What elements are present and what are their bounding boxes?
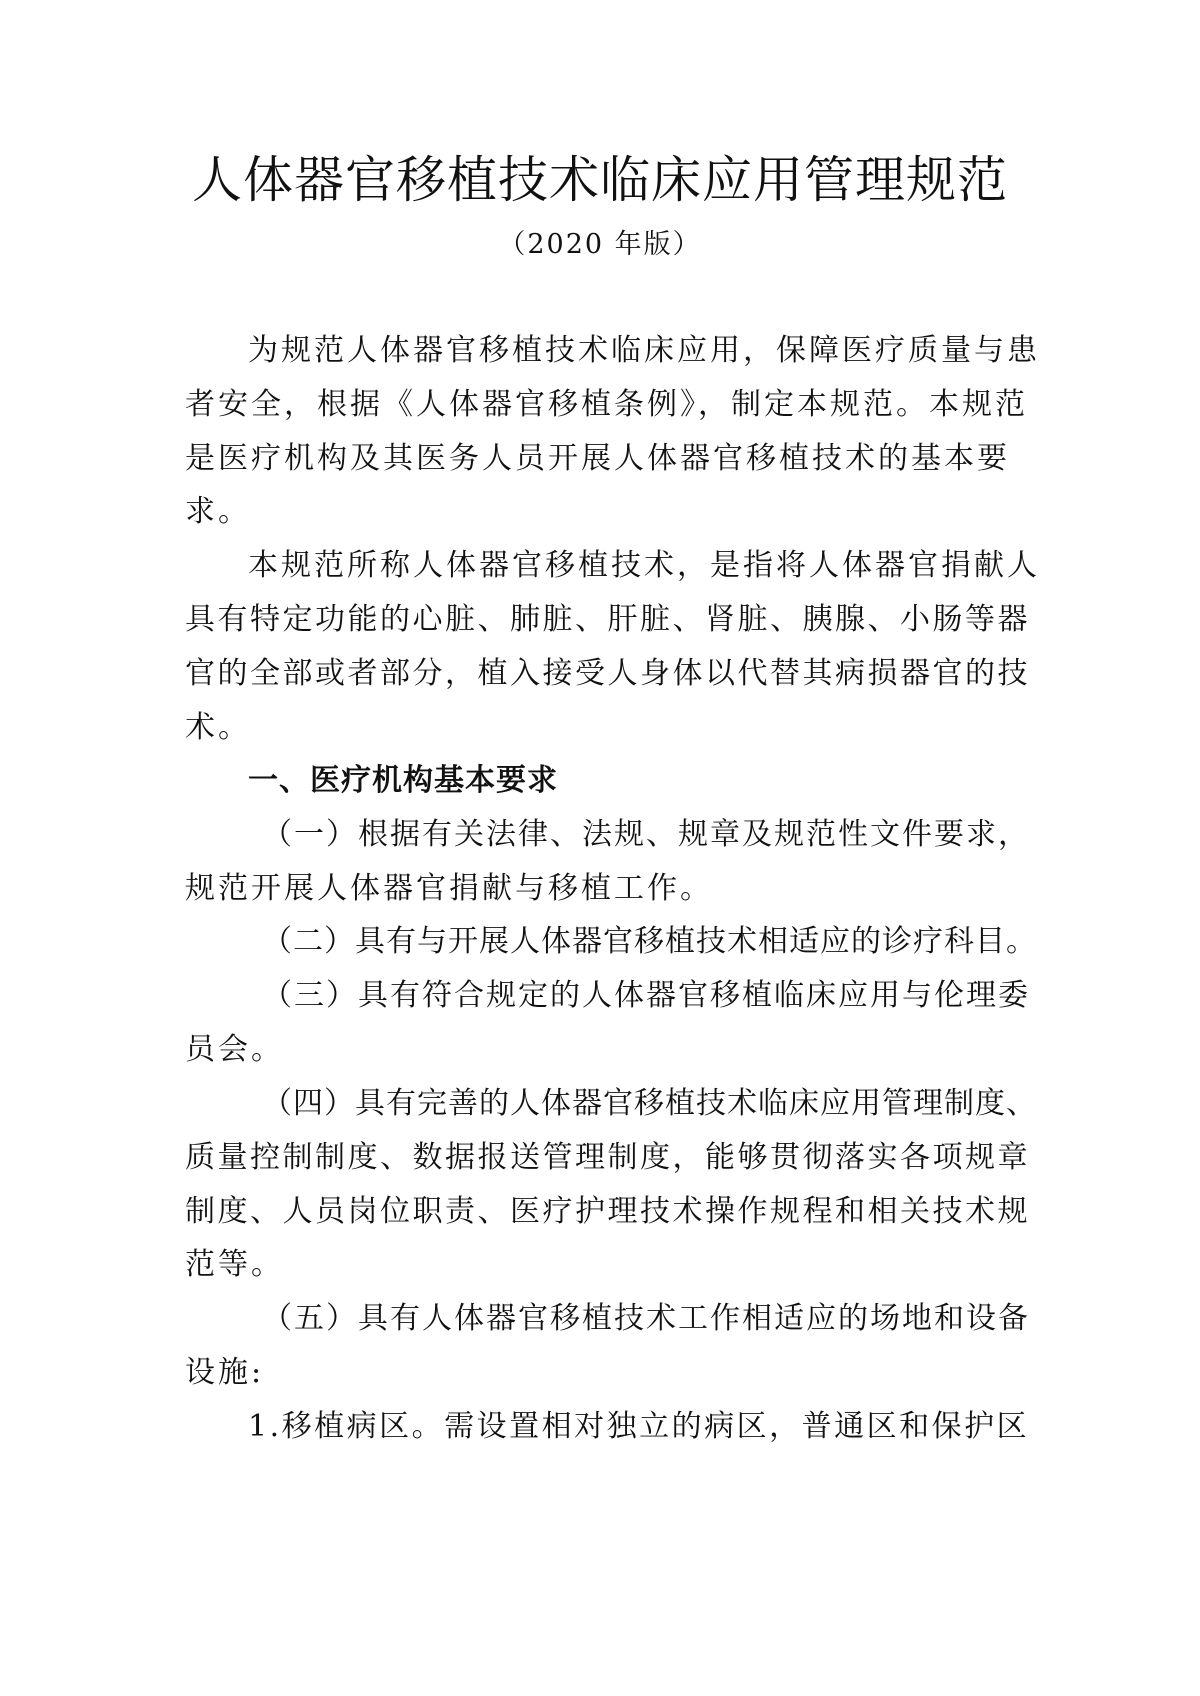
- paragraph-line: 设施:: [185, 1355, 265, 1390]
- paragraph-line: （二）具有与开展人体器官移植技术相适应的诊疗科目。: [262, 924, 1037, 959]
- paragraph-line: 制度、人员岗位职责、医疗护理技术操作规程和相关技术规: [185, 1194, 1030, 1229]
- paragraph-line: （三）具有符合规定的人体器官移植临床应用与伦理委: [262, 978, 1030, 1013]
- paragraph-line: 求。: [185, 494, 251, 529]
- paragraph-line: 本规范所称人体器官移植技术，是指将人体器官捐献人: [248, 548, 1040, 583]
- section-heading: 一、医疗机构基本要求: [248, 763, 558, 798]
- paragraph-line: 员会。: [185, 1032, 284, 1067]
- document-title: 人体器官移植技术临床应用管理规范: [192, 151, 1008, 209]
- paragraph-line: 1.移植病区。需设置相对独立的病区，普通区和保护区: [248, 1409, 1030, 1444]
- paragraph-line: 者安全，根据《人体器官移植条例》，制定本规范。本规范: [185, 387, 1028, 422]
- paragraph-line: 质量控制制度、数据报送管理制度，能够贯彻落实各项规章: [185, 1140, 1030, 1175]
- document-subtitle: （2020 年版）: [498, 229, 702, 260]
- paragraph-line: 具有特定功能的心脏、肺脏、肝脏、肾脏、胰腺、小肠等器: [185, 602, 1030, 637]
- paragraph-line: （五）具有人体器官移植技术工作相适应的场地和设备: [262, 1301, 1030, 1336]
- paragraph-line: 术。: [185, 710, 251, 745]
- paragraph-line: （四）具有完善的人体器官移植技术临床应用管理制度、: [262, 1086, 1037, 1121]
- paragraph-line: （一）根据有关法律、法规、规章及规范性文件要求，: [262, 817, 1030, 852]
- paragraph-line: 官的全部或者部分，植入接受人身体以代替其病损器官的技: [185, 656, 1030, 691]
- paragraph-line: 范等。: [185, 1247, 284, 1282]
- paragraph-line: 是医疗机构及其医务人员开展人体器官移植技术的基本要: [185, 441, 1010, 476]
- paragraph-line: 规范开展人体器官捐献与移植工作。: [185, 871, 713, 906]
- paragraph-line: 为规范人体器官移植技术临床应用，保障医疗质量与患: [248, 333, 1040, 368]
